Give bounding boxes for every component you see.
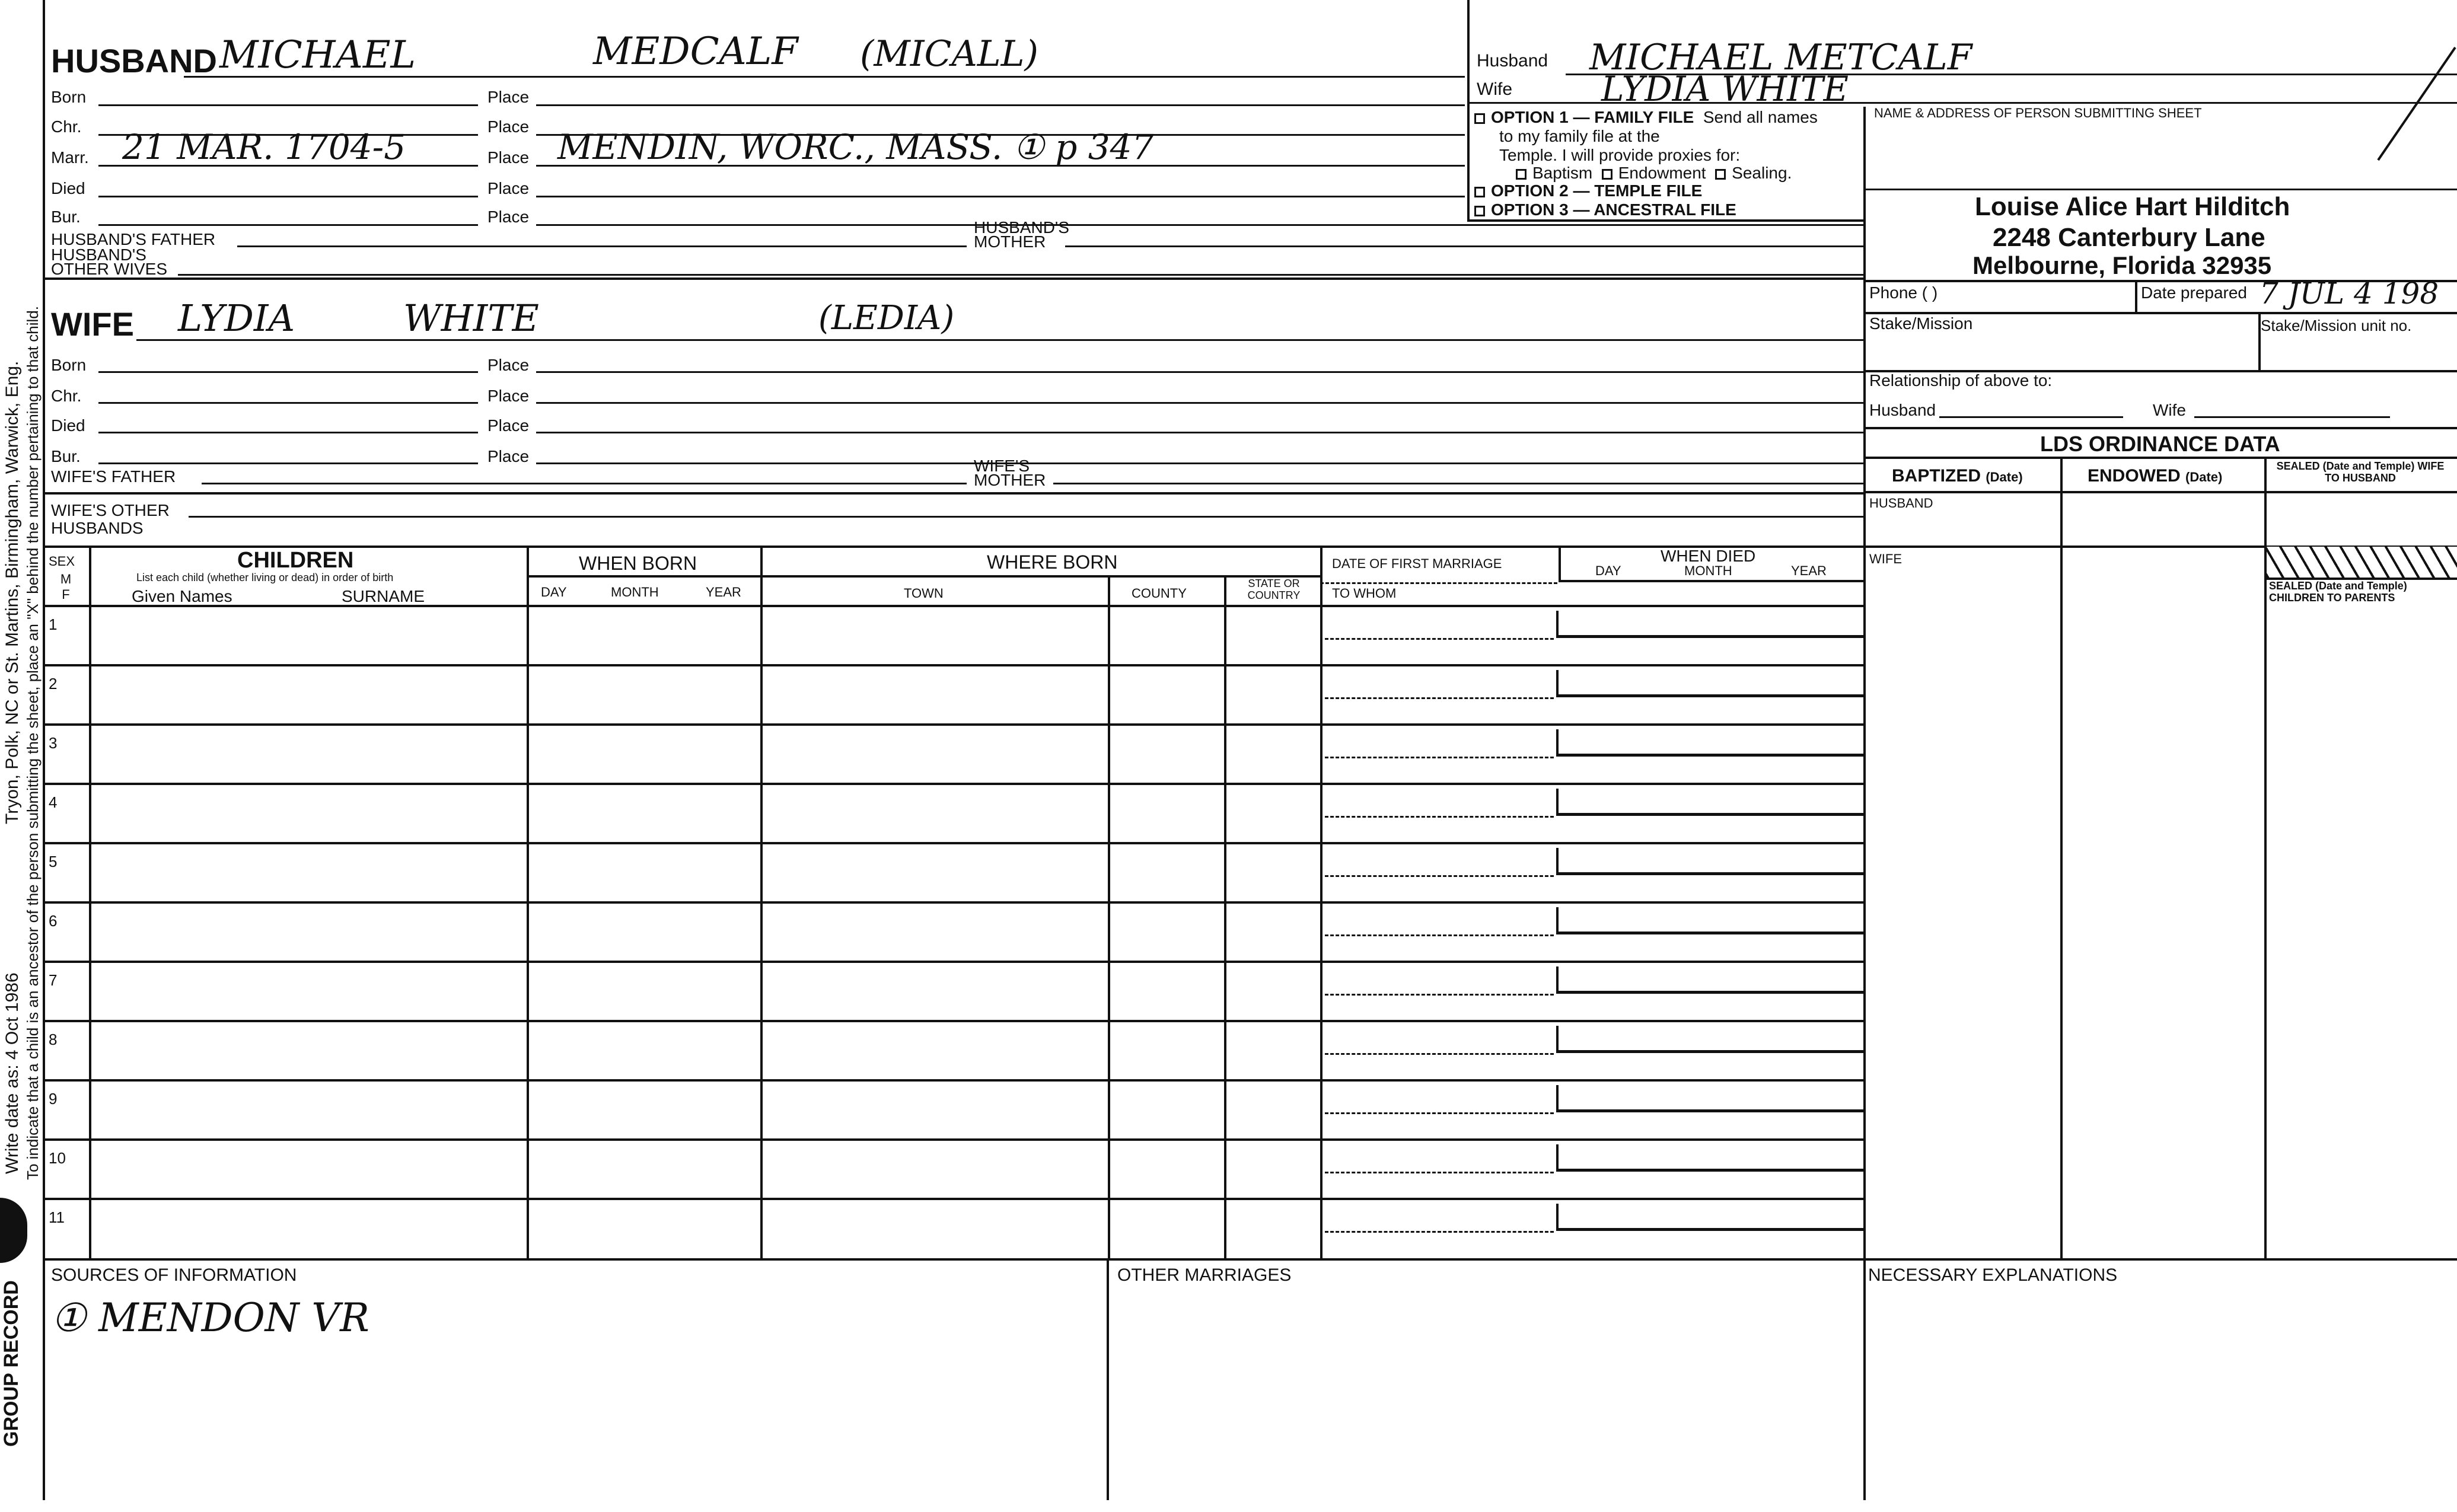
husband-surname: MEDCALF xyxy=(593,30,798,74)
marriage-dash-line[interactable] xyxy=(1325,697,1554,699)
row-number: 1 xyxy=(49,615,58,633)
wife-alias: (LEDIA) xyxy=(818,299,955,337)
phone-label[interactable]: Phone ( ) xyxy=(1869,283,1938,302)
wife-mother-label: WIFE'S MOTHER xyxy=(974,457,1046,489)
born-year-label: YEAR xyxy=(706,585,741,599)
row-number: 11 xyxy=(49,1208,65,1226)
relationship-wife-line[interactable] xyxy=(2194,416,2390,418)
died-day-label: DAY xyxy=(1595,563,1621,578)
row-number: 5 xyxy=(49,853,58,870)
husband-bur-line[interactable] xyxy=(98,224,478,226)
husband-born-place-label: Place xyxy=(487,88,530,106)
header-wife-line xyxy=(1467,102,2457,104)
header-box-bottom xyxy=(1467,219,1863,222)
given-names-label: Given Names xyxy=(132,587,232,605)
submitter-name: Louise Alice Hart Hilditch xyxy=(1975,192,2290,221)
husband-marr-place-label: Place xyxy=(487,148,530,167)
husband-father-label: HUSBAND'S FATHER xyxy=(51,230,216,248)
side-note-ancestor: To indicate that a child is an ancestor of the person submitting the sheet, place an "X" behind the number pertaining to that child. xyxy=(24,306,42,1180)
died-year-label: YEAR xyxy=(1791,563,1827,578)
when-died-label: WHEN DIED xyxy=(1661,547,1756,565)
children-title: CHILDREN xyxy=(237,548,354,573)
row-number: 10 xyxy=(49,1149,66,1167)
when-died-bracket[interactable] xyxy=(1556,670,1863,697)
husband-bur-label: Bur. xyxy=(51,208,81,226)
when-died-bracket[interactable] xyxy=(1556,789,1863,816)
option2-checkbox[interactable] xyxy=(1474,187,1485,197)
husband-bur-place-line[interactable] xyxy=(536,224,1863,226)
necessary-explanations-label: NECESSARY EXPLANATIONS xyxy=(1868,1265,2118,1285)
header-husband-label: Husband xyxy=(1477,51,1548,71)
lds-husband-label: HUSBAND xyxy=(1869,496,1933,511)
lds-header-bottom xyxy=(1863,491,2457,493)
stake-mission-label: Stake/Mission xyxy=(1869,314,1973,333)
side-note-date-format: Write date as: 4 Oct 1986 xyxy=(2,972,22,1174)
header-wife-name: LYDIA WHITE xyxy=(1601,69,1849,109)
table-row[interactable] xyxy=(43,1138,1863,1198)
option1-checkbox[interactable] xyxy=(1474,113,1485,124)
wife-father-label: WIFE'S FATHER xyxy=(51,467,176,486)
row-number: 4 xyxy=(49,793,58,811)
husband-label: HUSBAND xyxy=(51,42,217,79)
when-died-bracket[interactable] xyxy=(1556,966,1863,994)
born-month-label: MONTH xyxy=(611,585,659,599)
husband-bur-place-label: Place xyxy=(487,208,530,226)
table-row[interactable] xyxy=(43,1198,1863,1257)
table-row[interactable] xyxy=(43,1020,1863,1079)
wife-surname: WHITE xyxy=(403,296,539,340)
marriage-dash-line[interactable] xyxy=(1325,934,1554,936)
when-died-bracket[interactable] xyxy=(1556,729,1863,757)
wife-bur-place-label: Place xyxy=(487,447,530,465)
lds-wife-label: WIFE xyxy=(1869,551,1902,566)
lds-endowed xyxy=(2088,466,2222,486)
option1-label: OPTION 1 — FAMILY FILE xyxy=(1491,108,1694,126)
wife-chr-place-label: Place xyxy=(487,387,530,405)
husband-given-name: MICHAEL xyxy=(219,33,416,77)
sex-label: SEX xyxy=(49,554,75,569)
born-day-label: DAY xyxy=(541,585,567,599)
surname-label: SURNAME xyxy=(342,587,425,605)
diagonal-stroke xyxy=(2366,36,2457,166)
husband-marr-date: 21 MAR. 1704-5 xyxy=(122,127,406,167)
wife-parents-bottom xyxy=(43,492,1863,495)
marriage-dash-line[interactable] xyxy=(1325,816,1554,818)
marriage-dash-line[interactable] xyxy=(1325,1112,1554,1114)
town-label: TOWN xyxy=(904,586,944,601)
table-row[interactable] xyxy=(43,605,1863,664)
marriage-dash-line[interactable] xyxy=(1325,875,1554,877)
wife-chr-line[interactable] xyxy=(98,402,478,404)
when-died-subheader-line xyxy=(1559,580,1863,582)
wife-bur-label: Bur. xyxy=(51,447,81,465)
husband-mother-line[interactable] xyxy=(1065,245,1863,247)
husband-born-place-line[interactable] xyxy=(536,104,1465,106)
lds-top-line xyxy=(1863,427,2457,429)
option1-proxies xyxy=(1516,164,1792,183)
lds-baptized xyxy=(1892,466,2023,486)
relationship-wife-label: Wife xyxy=(2153,401,2186,419)
when-died-bracket[interactable] xyxy=(1556,1144,1863,1172)
when-born-subheader-line xyxy=(527,575,760,578)
wife-chr-place-line[interactable] xyxy=(536,402,1863,404)
where-born-subheader-line xyxy=(760,575,1320,578)
row-number: 3 xyxy=(49,734,58,752)
relationship-husband-label: Husband xyxy=(1869,401,1936,419)
endowment-label: Endowment xyxy=(1618,164,1706,182)
wife-bur-line[interactable] xyxy=(98,462,478,464)
county-label: COUNTY xyxy=(1132,586,1187,601)
submitter-city: Melbourne, Florida 32935 xyxy=(1972,251,2272,279)
husband-chr-label: Chr. xyxy=(51,117,82,136)
wife-bur-place-line[interactable] xyxy=(536,462,1863,464)
row-number: 7 xyxy=(49,971,58,989)
side-note-places: Tryon, Polk, NC or St. Martins, Birmingham, Warwick, Eng. xyxy=(2,361,22,824)
option1-line2: to my family file at the xyxy=(1499,127,1660,145)
right-column-divider xyxy=(1863,107,1866,1500)
sources-value: ① MENDON VR xyxy=(51,1295,369,1341)
when-died-bracket[interactable] xyxy=(1556,1085,1863,1112)
husband-section-bottom xyxy=(43,277,1863,280)
lds-hatched-cell xyxy=(2267,547,2457,578)
date-prepared-label: Date prepared xyxy=(2141,283,2248,302)
wife-born-line[interactable] xyxy=(98,371,478,373)
sealing-label: Sealing. xyxy=(1732,164,1792,182)
relationship-label: Relationship of above to: xyxy=(1869,371,2053,390)
relationship-husband-line[interactable] xyxy=(1939,416,2123,418)
husband-marr-line[interactable] xyxy=(98,165,478,167)
wife-died-place-label: Place xyxy=(487,416,530,435)
lds-endowed-label: ENDOWED xyxy=(2088,466,2181,486)
header-wife-label: Wife xyxy=(1477,79,1512,99)
option3-row[interactable] xyxy=(1474,200,1736,219)
husband-died-place-label: Place xyxy=(487,179,530,197)
mf-label: M F xyxy=(60,572,72,602)
header-divider xyxy=(1467,0,1470,219)
wife-other-husbands-line[interactable] xyxy=(189,516,1863,518)
lds-endowed-date-label: (Date) xyxy=(2185,470,2223,484)
children-header-top xyxy=(43,546,2457,548)
wife-mother-line[interactable] xyxy=(1053,483,1863,484)
marriage-header-dash xyxy=(1320,582,1557,584)
when-died-bracket[interactable] xyxy=(1556,611,1863,638)
submitter-name-line xyxy=(1863,189,2457,190)
wife-died-label: Died xyxy=(51,416,85,435)
marriage-dash-line[interactable] xyxy=(1325,1053,1554,1055)
stake-unit-label: Stake/Mission unit no. xyxy=(2261,317,2412,334)
lds-baptized-date-label: (Date) xyxy=(1986,470,2023,484)
table-row[interactable] xyxy=(43,901,1863,961)
when-born-label: WHEN BORN xyxy=(579,553,697,574)
row-number: 6 xyxy=(49,912,58,930)
husband-marr-place-line[interactable] xyxy=(536,165,1465,167)
wife-label: WIFE xyxy=(51,305,134,343)
option1-tail: Send all names xyxy=(1703,108,1818,126)
baptism-checkbox[interactable] xyxy=(1516,169,1527,180)
sources-label: SOURCES OF INFORMATION xyxy=(51,1265,297,1285)
children-table-bottom xyxy=(43,1258,2457,1261)
died-month-label: MONTH xyxy=(1684,563,1732,578)
submitter-street: 2248 Canterbury Lane xyxy=(1993,223,2265,252)
children-subtitle: List each child (whether living or dead) in order of birth xyxy=(136,572,394,583)
lds-title-bottom xyxy=(1863,457,2457,459)
row-number: 8 xyxy=(49,1031,58,1048)
when-died-bracket[interactable] xyxy=(1556,907,1863,934)
lds-baptized-label: BAPTIZED xyxy=(1892,466,1981,486)
submitter-header: NAME & ADDRESS OF PERSON SUBMITTING SHEET xyxy=(1874,106,2202,120)
lds-sealed-c2p: SEALED (Date and Temple) CHILDREN TO PARENTS xyxy=(2269,580,2407,604)
when-died-bracket[interactable] xyxy=(1556,848,1863,875)
hole-punch-mark xyxy=(0,1198,27,1263)
where-born-label: WHERE BORN xyxy=(987,551,1118,573)
husband-born-line[interactable] xyxy=(98,104,478,106)
date-prepared-value: 7 JUL 4 198 xyxy=(2260,276,2439,311)
when-died-bracket[interactable] xyxy=(1556,1204,1863,1231)
wife-born-place-label: Place xyxy=(487,356,530,374)
option3-checkbox[interactable] xyxy=(1474,206,1485,216)
option3-label: OPTION 3 — ANCESTRAL FILE xyxy=(1491,200,1736,219)
table-row[interactable] xyxy=(43,1079,1863,1138)
wife-father-line[interactable] xyxy=(202,483,967,484)
other-marriages-label: OTHER MARRIAGES xyxy=(1117,1265,1292,1285)
to-whom-label: TO WHOM xyxy=(1332,586,1397,601)
header-husband-name: MICHAEL METCALF xyxy=(1589,37,1972,78)
husband-died-place-line[interactable] xyxy=(536,196,1465,197)
marriage-dash-line[interactable] xyxy=(1325,638,1554,640)
wife-born-label: Born xyxy=(51,356,87,374)
wife-given-name: LYDIA xyxy=(178,296,295,340)
husband-chr-place-label: Place xyxy=(487,117,530,136)
table-row[interactable] xyxy=(43,664,1863,723)
state-country-label: STATE OR COUNTRY xyxy=(1247,578,1301,601)
wife-chr-label: Chr. xyxy=(51,387,82,405)
table-row[interactable] xyxy=(43,783,1863,842)
endowment-checkbox[interactable] xyxy=(1602,169,1612,180)
lds-sealed-w2h: SEALED (Date and Temple) WIFE TO HUSBAND xyxy=(2276,460,2445,484)
option1-row[interactable] xyxy=(1474,108,1818,127)
wife-died-place-line[interactable] xyxy=(536,432,1863,433)
option1-line3: Temple. I will provide proxies for: xyxy=(1499,146,1741,164)
husband-marr-place: MENDIN, WORC., MASS. ① p 347 xyxy=(557,127,1154,167)
marriage-dash-line[interactable] xyxy=(1325,1231,1554,1233)
husband-mother-label: HUSBAND'S MOTHER xyxy=(974,218,1069,251)
husband-father-line[interactable] xyxy=(237,245,967,247)
wife-born-place-line[interactable] xyxy=(536,371,1863,373)
husband-other-wives-label: HUSBAND'S OTHER WIVES xyxy=(51,245,168,278)
col-marriage-divider xyxy=(1559,546,1561,582)
side-title: GROUP RECORD xyxy=(0,1280,23,1447)
marriage-dash-line[interactable] xyxy=(1325,1172,1554,1173)
husband-died-label: Died xyxy=(51,179,85,197)
marriage-dash-line[interactable] xyxy=(1325,994,1554,996)
wife-other-husbands-label: WIFE'S OTHER HUSBANDS xyxy=(51,501,170,537)
first-marriage-label: DATE OF FIRST MARRIAGE xyxy=(1332,556,1502,571)
table-row[interactable] xyxy=(43,961,1863,1020)
husband-died-line[interactable] xyxy=(98,196,478,197)
table-row[interactable] xyxy=(43,842,1863,901)
wife-name-line xyxy=(136,339,1863,341)
phone-date-divider xyxy=(2135,280,2137,313)
lds-title: LDS ORDINANCE DATA xyxy=(2040,432,2280,456)
row-number: 2 xyxy=(49,675,58,693)
footer-divider-1 xyxy=(1107,1258,1109,1500)
marriage-dash-line[interactable] xyxy=(1325,757,1554,758)
wife-died-line[interactable] xyxy=(98,432,478,433)
option2-label: OPTION 2 — TEMPLE FILE xyxy=(1491,181,1703,200)
table-row[interactable] xyxy=(43,723,1863,783)
lds-col-divider-1 xyxy=(2060,457,2063,1258)
husband-other-wives-line[interactable] xyxy=(178,274,1863,276)
husband-marr-label: Marr. xyxy=(51,148,89,167)
option2-row[interactable] xyxy=(1474,181,1702,200)
baptism-label: Baptism xyxy=(1532,164,1593,182)
husband-born-label: Born xyxy=(51,88,87,106)
sealing-checkbox[interactable] xyxy=(1715,169,1726,180)
when-died-bracket[interactable] xyxy=(1556,1026,1863,1053)
husband-alias: (MICALL) xyxy=(860,33,1038,75)
row-number: 9 xyxy=(49,1090,58,1108)
